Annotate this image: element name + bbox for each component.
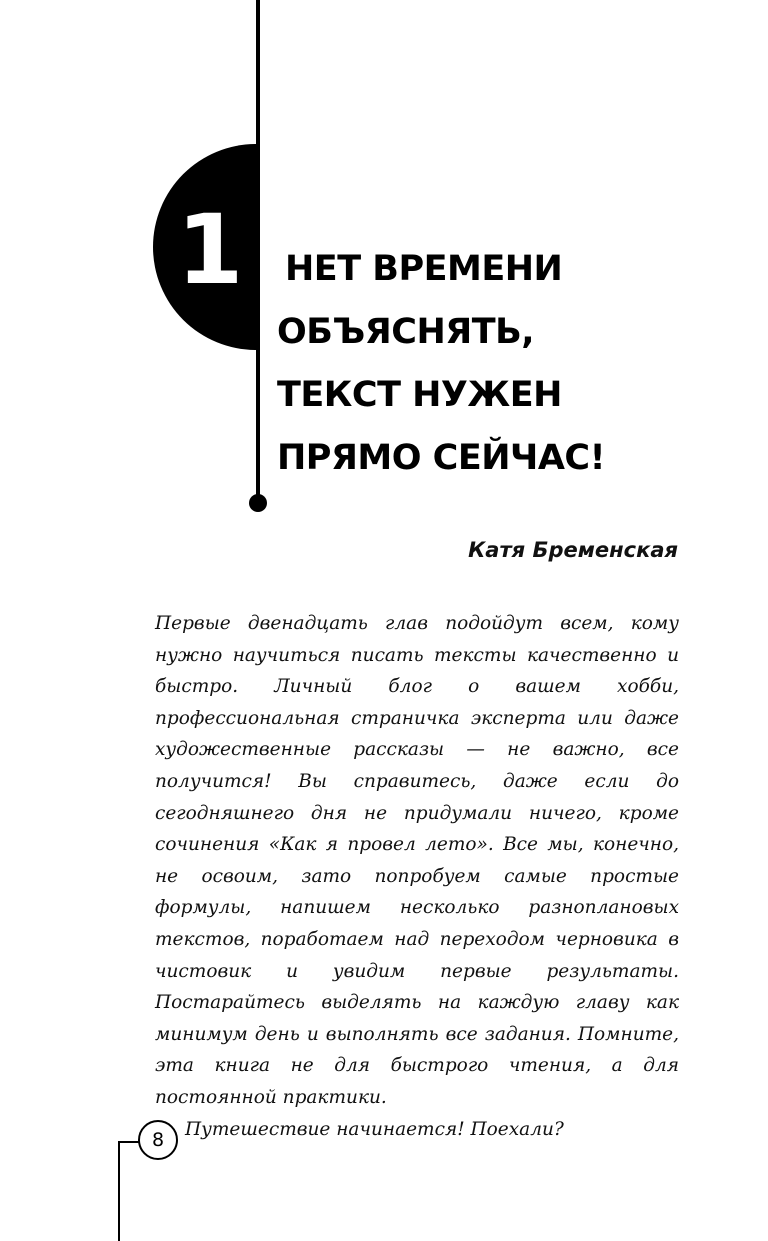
body-text (155, 608, 679, 1145)
chapter-title (277, 238, 747, 490)
chapter-rule-line (256, 0, 260, 503)
chapter-rule-dot (249, 494, 267, 512)
chapter-title-line-4: ПРЯМО СЕЙЧАС! (277, 438, 606, 478)
chapter-title-line-3: ТЕКСТ НУЖЕН (277, 375, 562, 415)
body-paragraph-1: Первые двенадцать глав подойдут всем, кому нужно научиться писать тексты качественно и быстро. Личный блог о вашем хобби, профессиональная страничка эксперта или даже художественные рассказы — не важно, все получится! Вы справитесь, даже если до сегодняшнего дня не придумали ничего, кроме сочинения «Как я провел лето». Все мы, конечно, не освоим, зато попробуем самые простые формулы, напишем несколько разноплановых текстов, поработаем над переходом черновика в чистовик и увидим первые результаты. Постарайтесь выделять на каждую главу как минимум день и выполнять все задания. Помните, эта книга не для быстрого чтения, а для постоянной практики. (155, 613, 679, 1108)
body-paragraph-2: Путешествие начинается! Поехали? (185, 1118, 564, 1140)
folio-rule-vertical (118, 1141, 120, 1241)
chapter-title-line-1: НЕТ ВРЕМЕНИ (285, 249, 563, 289)
chapter-title-line-2: ОБЪЯСНЯТЬ, (277, 312, 535, 352)
chapter-number: 1 (176, 194, 244, 306)
page-number: 8 (138, 1120, 178, 1160)
author-name: Катя Бременская (468, 538, 678, 562)
